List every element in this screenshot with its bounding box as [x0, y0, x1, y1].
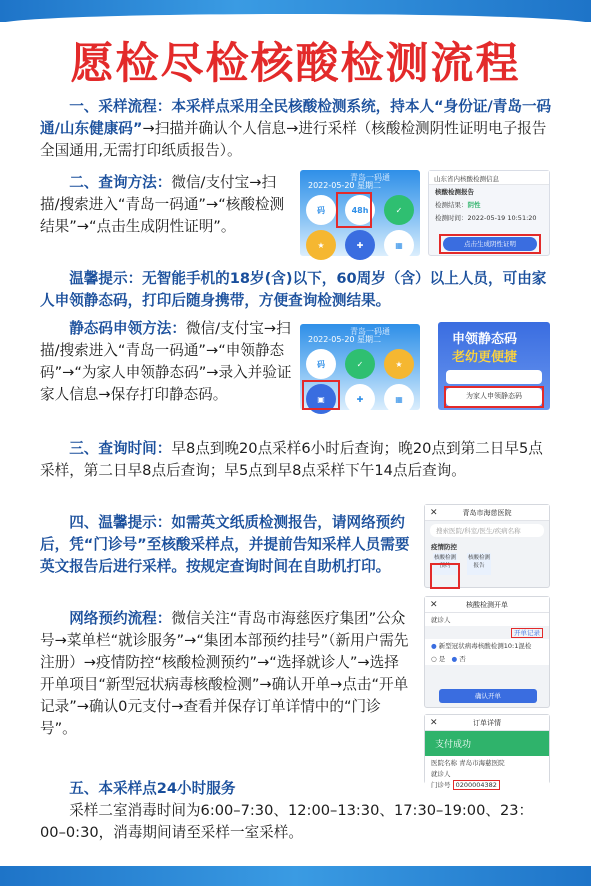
order-no: 否: [459, 655, 466, 663]
close-icon: ✕: [430, 508, 438, 518]
english-report-head: 四、温馨提示：: [69, 514, 172, 531]
promo-line-2: 老幼更便捷: [452, 350, 518, 365]
hospital-screenshot: [424, 504, 550, 588]
confirm-order-button: 确认开单: [439, 689, 537, 703]
detail-status: 支付成功: [425, 731, 549, 756]
trip-icon: ★: [306, 230, 336, 260]
bottom-banner: [0, 866, 591, 886]
section-24h: [40, 778, 554, 844]
static-code-icon: ▣: [306, 384, 336, 414]
page-title: 愿检尽检核酸检测流程: [70, 39, 521, 89]
section-static-code: [40, 318, 292, 406]
generate-proof-button: 点击生成阴性证明: [443, 237, 537, 251]
section-query: [40, 172, 292, 238]
detail-hospital-row: [425, 756, 549, 769]
order-yes: 是: [438, 655, 446, 663]
detail-header: [425, 715, 549, 731]
section-sampling: [40, 96, 554, 162]
hospital-header: [425, 505, 549, 521]
promo-line-1: 申领静态码: [452, 332, 518, 347]
order-options: ○ 是 ● 否: [425, 652, 549, 665]
test-48h-icon: 48h: [345, 195, 375, 225]
order-patient: 就诊人: [425, 613, 549, 626]
epidemic-label: 疫情防控: [431, 543, 457, 551]
english-report-text: 如需英文纸质检测报告，请网络预约后，凭“门诊号”至核酸采样点，并提前告知采样人员需要英文报告后进行采样。按规定查询时间在自助机打印。: [40, 514, 410, 575]
grid-icon: ▦: [384, 230, 414, 260]
service-24h-head: 五、本采样点24小时服务: [69, 780, 236, 797]
section-tip: [40, 268, 554, 312]
grid-icon: ▦: [384, 384, 414, 414]
order-record-row: [425, 626, 549, 639]
close-icon: ✕: [430, 718, 438, 728]
service-24h-text: 采样二室消毒时间为6:00–7:30、12:00–13:30、17:30–19:00、23：00–0:30，消毒期间请至采样一室采样。: [40, 802, 534, 841]
detail-patient-label: 就诊人: [431, 770, 451, 778]
section-query-head: 二、查询方法：: [69, 174, 172, 191]
shield-icon: ✓: [384, 195, 414, 225]
result-header: 山东省内核酸检测信息: [429, 171, 549, 185]
static-code-head: 静态码申领方法：: [69, 320, 186, 337]
highlight-box: [302, 380, 340, 410]
order-item-label: 新型冠状病毒核酸检测10:1混检: [438, 642, 532, 650]
result-label: 检测结果：: [435, 201, 468, 209]
epidemic-item-report: 核酸检测报告: [467, 553, 491, 575]
static-code-text: 微信/支付宝→扫描/搜索进入“青岛一码通”→“申领静态码”→“为家人申领静态码”→录入并验证家人信息→保存打印静态码。: [40, 320, 292, 403]
static-code-promo-screenshot: [438, 322, 550, 410]
result-row: [429, 198, 549, 211]
close-icon: ✕: [430, 600, 438, 610]
tip-head: 温馨提示：: [69, 270, 143, 287]
section-query-text: 微信/支付宝→扫描/搜索进入“青岛一码通”→“核酸检测结果”→“点击生成阴性证明”。: [40, 174, 285, 235]
highlight-box: [336, 192, 372, 228]
section-sampling-head: 一、采样流程：: [69, 98, 172, 115]
result-screenshot: [428, 170, 550, 256]
app-date-2: 2022-05-20 星期二: [308, 335, 382, 344]
detail-patient-row: [425, 769, 549, 778]
online-booking-text: 微信关注“青岛市海慈医疗集团”公众号→菜单栏“就诊服务”→“集团本部预约挂号”（新用户需先注册）→疫情防控“核酸检测预约”→“选择就诊人”→选择开单项目“新型冠状病毒核酸检测”→确认开单→点击“开单记录”→确认0元支付→查看并保存订单详情中的“门诊号”。: [40, 610, 409, 737]
order-screenshot: [424, 596, 550, 708]
check-icon: ●: [431, 642, 437, 650]
order-item: [425, 639, 549, 652]
detail-hospital: 青岛市海慈医院: [459, 759, 505, 767]
query-time-head: 三、查询时间：: [69, 440, 172, 457]
section-sampling-bold: 本采样点采用全民核酸检测系统，持本人“身份证/青岛一码通/山东健康码”: [40, 98, 552, 137]
app-icon-row-3: [306, 349, 414, 379]
health-code-icon: 码: [306, 349, 336, 379]
trip-icon: ★: [384, 349, 414, 379]
health-code-icon: 码: [306, 195, 336, 225]
tip-text: 无智能手机的18岁(含)以下，60周岁（含）以上人员，可由家人申领静态码，打印后随身携带，方便查询检测结果。: [40, 270, 547, 309]
result-value: 阴性: [467, 201, 481, 209]
app-home-screenshot: [300, 170, 420, 256]
highlight-box: [439, 234, 541, 254]
order-detail-screenshot: [424, 714, 550, 789]
detail-hospital-label: 医院名称: [431, 759, 457, 767]
highlight-box: [444, 386, 544, 408]
app-name: 青岛一码通: [350, 173, 390, 182]
order-record: 开单记录: [511, 628, 543, 638]
result-title: 核酸检测报告: [435, 188, 474, 196]
order-title: 核酸检测开单: [466, 601, 508, 609]
section-online-booking: [40, 608, 412, 740]
result-time: 检测时间：2022-05-19 10:51:20: [435, 214, 537, 222]
app-icon-row-2: [306, 230, 414, 260]
section-query-time: [40, 438, 554, 482]
hospital-search: 搜索医院/科室/医生/疾病名称: [430, 524, 544, 537]
detail-title: 订单详情: [473, 719, 501, 727]
section-english-report: [40, 512, 412, 578]
order-header: [425, 597, 549, 613]
promo-info-bar: [446, 370, 542, 384]
query-time-text: 早8点到晚20点采样6小时后查询；晚20点到第二日早5点采样，第二日早8点后查询；早5点到早8点采样下午14点后查询。: [40, 440, 543, 479]
epidemic-item-booking: 核酸检测预约: [433, 553, 457, 575]
app-date: 2022-05-20 星期二: [308, 181, 382, 190]
hospital-title: 青岛市海慈医院: [462, 509, 512, 517]
detail-no-label: 门诊号: [431, 781, 451, 789]
detail-no: 0200004382: [453, 780, 500, 790]
app-name-2: 青岛一码通: [350, 327, 390, 336]
highlight-box: [430, 563, 460, 589]
vaccine-icon: ✚: [345, 384, 375, 414]
section-sampling-text: →扫描并确认个人信息→进行采样（核酸检测阴性证明电子报告全国通用,无需打印纸质报告）。: [40, 120, 547, 159]
app-home-screenshot-2: [300, 324, 420, 410]
shield-icon: ✓: [345, 349, 375, 379]
online-booking-head: 网络预约流程：: [69, 610, 172, 627]
promo-button: 为家人申领静态码: [446, 388, 542, 406]
vaccine-icon: ✚: [345, 230, 375, 260]
